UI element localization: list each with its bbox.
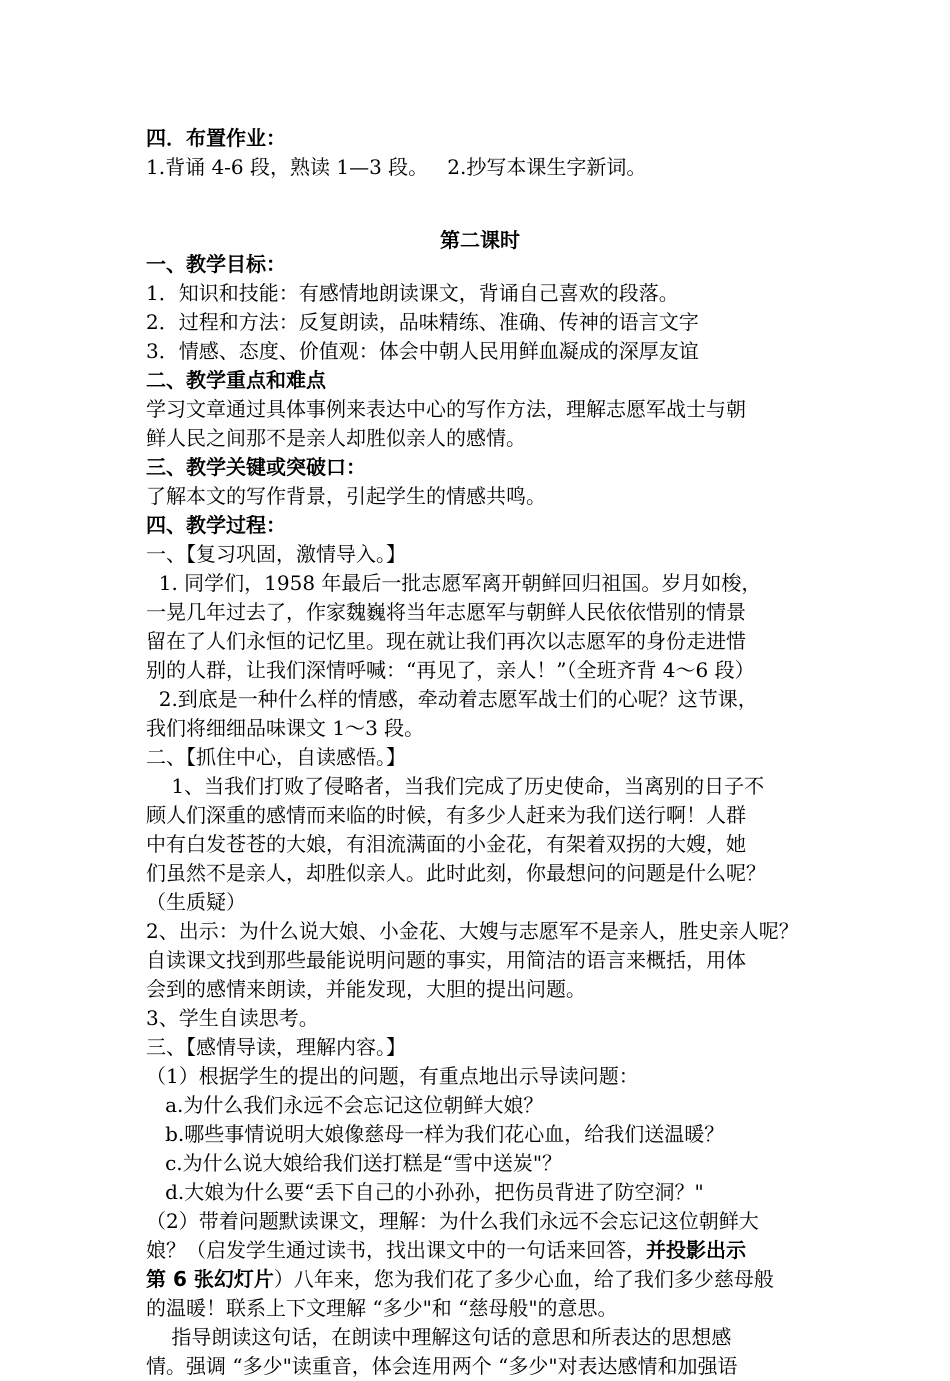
homework-section [146,124,814,182]
step3-question: a.为什么我们永远不会忘记这位朝鲜大娘？ [146,1093,544,1117]
key-heading: 二、教学重点和难点 [146,368,326,392]
step2-line: 2、出示：为什么说大娘、小金花、大嫂与志愿军不是亲人，胜史亲人呢？ [146,919,799,943]
goal-item: 1．知识和技能：有感情地朗读课文，背诵自己喜欢的段落。 [146,281,679,305]
step3-tail-line: 情。强调 “多少"读重音，体会连用两个 “多少"对表达感情和加强语 [146,1354,738,1378]
key-line: 学习文章通过具体事例来表达中心的写作方法，理解志愿军战士与朝 [146,397,746,421]
step2-line: （生质疑） [146,890,246,914]
step2-line: 中有白发苍苍的大娘，有泪流满面的小金花，有架着双拐的大嫂，她 [146,832,746,856]
step1-line: 别的人群，让我们深情呼喊：“再见了，亲人！”（全班齐背 4～6 段） [146,658,755,682]
step3-mixed-bold: 第 6 张幻灯片 [146,1267,274,1291]
step3-tail-line: 的温暖！联系上下文理解 “多少"和 “慈母般"的意思。 [146,1296,618,1320]
step2-line: 3、学生自读思考。 [146,1006,319,1030]
step3-tail-line: 指导朗读这句话，在朗读中理解这句话的意思和所表达的思想感 [146,1325,732,1349]
step1-line: 留在了人们永恒的记忆里。现在就让我们再次以志愿军的身份走进惜 [146,629,746,653]
step2-line: 1、当我们打败了侵略者，当我们完成了历史使命，当离别的日子不 [146,774,765,798]
step3-question: d.大娘为什么要“丢下自己的小孙孙，把伤员背进了防空洞？" [146,1180,704,1204]
step2-title: 二、【抓住中心，自读感悟。】 [146,745,406,769]
step1-line: 我们将细细品味课文 1～3 段。 [146,716,425,740]
step1-line: 2.到底是一种什么样的情感，牵动着志愿军战士们的心呢？这节课， [146,687,758,711]
step3-mixed-bold: 并投影出示 [646,1238,746,1262]
step1-line: 1. 同学们，1958 年最后一批志愿军离开朝鲜回归祖国。岁月如梭， [146,571,762,595]
step3-title: 三、【感情导读，理解内容。】 [146,1035,406,1059]
goal-item: 2．过程和方法：反复朗读，品味精练、准确、传神的语言文字 [146,310,699,334]
step3-mixed-line [146,1265,814,1294]
breakthrough-line: 了解本文的写作背景，引起学生的情感共鸣。 [146,484,546,508]
step2-line: 自读课文找到那些最能说明问题的事实，用简洁的语言来概括，用体 [146,948,746,972]
step2-line: 顾人们深重的感情而来临的时候，有多少人赶来为我们送行啊！人群 [146,803,746,827]
step1-title: 一、【复习巩固，激情导入。】 [146,542,406,566]
process-heading: 四、教学过程： [146,513,286,537]
step3-mixed-pre: 娘？（启发学生通过读书，找出课文中的一句话来回答， [146,1238,646,1262]
step3-mixed-post: ）八年来，您为我们花了多少心血，给了我们多少慈母般 [273,1267,774,1291]
key-line: 鲜人民之间那不是亲人却胜似亲人的感情。 [146,426,526,450]
step2-line: 们虽然不是亲人，却胜似亲人。此时此刻，你最想问的问题是什么呢？ [146,861,766,885]
step3-mixed-line [146,1236,814,1265]
homework-heading: 四．布置作业： [146,126,286,150]
step1-line: 一晃几年过去了，作家魏巍将当年志愿军与朝鲜人民依依惜别的情景 [146,600,746,624]
goal-item: 3．情感、态度、价值观：体会中朝人民用鲜血凝成的深厚友谊 [146,339,699,363]
breakthrough-heading: 三、教学关键或突破口： [146,455,366,479]
homework-line: 1.背诵 4-6 段，熟读 1—3 段。 2.抄写本课生字新词。 [146,155,647,179]
step3-question: b.哪些事情说明大娘像慈母一样为我们花心血，给我们送温暖？ [146,1122,725,1146]
step3-line: （1）根据学生的提出的问题，有重点地出示导读问题： [146,1064,639,1088]
step3-question: c.为什么说大娘给我们送打糕是“雪中送炭"？ [146,1151,563,1175]
step3-line: （2）带着问题默读课文，理解：为什么我们永远不会忘记这位朝鲜大 [146,1209,759,1233]
lesson2-title: 第二课时 [440,228,520,252]
step2-line: 会到的感情来朗读，并能发现，大胆的提出问题。 [146,977,586,1001]
lesson2-body [146,250,814,1381]
goals-heading: 一、教学目标： [146,252,286,276]
